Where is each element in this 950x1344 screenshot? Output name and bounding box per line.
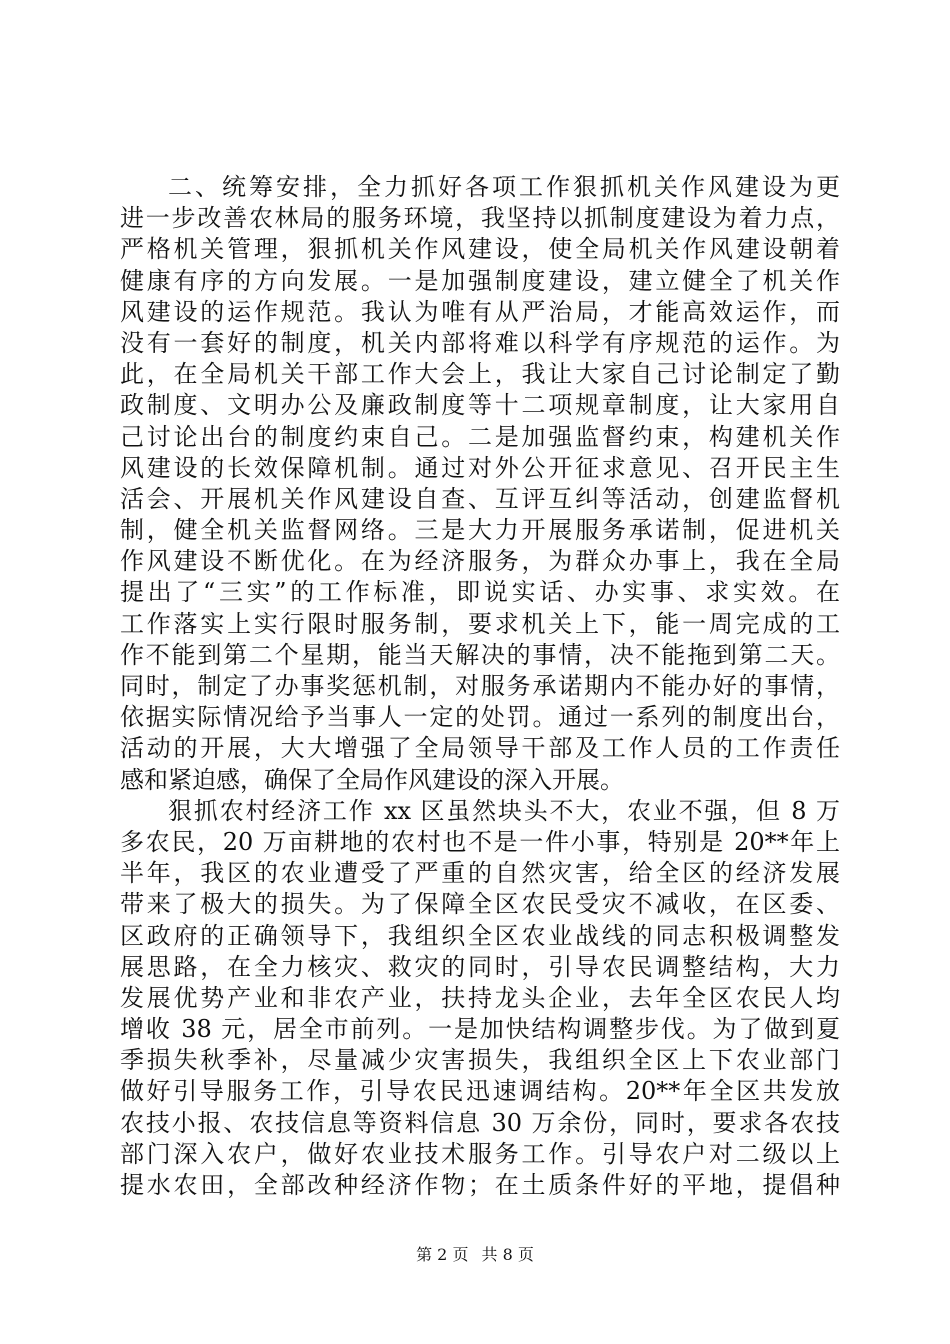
text-line: 发展优势产业和非农产业，扶持龙头企业，去年全区农民人均 [120,983,840,1012]
text-line: 季损失秋季补，尽量减少灾害损失，我组织全区上下农业部门 [120,1046,840,1075]
page-number: 第 2 页 [416,1245,469,1264]
body-text [120,172,840,1201]
paragraph-2 [120,796,840,1201]
text-line: 作风建设不断优化。在为经济服务，为群众办事上，我在全局 [120,547,840,576]
text-line: 部门深入农户，做好农业技术服务工作。引导农户对二级以上 [120,1139,840,1168]
text-line: 半年，我区的农业遭受了严重的自然灾害，给全区的经济发展 [120,859,840,888]
text-line: 进一步改善农林局的服务环境，我坚持以抓制度建设为着力点， [120,204,840,233]
text-line: 依据实际情况给予当事人一定的处罚。通过一系列的制度出台， [120,703,840,732]
text-line: 做好引导服务工作，引导农民迅速调结构。20**年全区共发放 [120,1077,840,1106]
text-line: 农技小报、农技信息等资料信息 30 万余份，同时，要求各农技 [120,1108,840,1137]
text-line: 带来了极大的损失。为了保障全区农民受灾不减收，在区委、 [120,890,840,919]
page-footer [0,1245,950,1265]
text-line: 工作落实上实行限时服务制，要求机关上下，能一周完成的工 [120,609,840,638]
text-line: 增收 38 元，居全市前列。一是加快结构调整步伐。为了做到夏 [120,1015,840,1044]
text-line: 二、统筹安排，全力抓好各项工作狠抓机关作风建设为更 [168,173,840,201]
text-line: 活动的开展，大大增强了全局领导干部及工作人员的工作责任 [120,734,840,763]
text-line: 同时，制定了办事奖惩机制，对服务承诺期内不能办好的事情， [120,672,840,700]
text-line: 没有一套好的制度，机关内部将难以科学有序规范的运作。为 [120,328,840,357]
text-line: 此，在全局机关干部工作大会上，我让大家自己讨论制定了勤 [120,360,840,389]
text-line: 展思路，在全力核灾、救灾的同时，引导农民调整结构，大力 [120,952,840,981]
text-line: 感和紧迫感，确保了全局作风建设的深入开展。 [120,765,624,794]
text-line: 己讨论出台的制度约束自己。二是加强监督约束，构建机关作 [120,422,840,451]
text-line: 政制度、文明办公及廉政制度等十二项规章制度，让大家用自 [120,391,840,420]
text-line: 多农民，20 万亩耕地的农村也不是一件小事，特别是 20**年上 [120,827,840,856]
text-line: 制，健全机关监督网络。三是大力开展服务承诺制，促进机关 [120,516,840,545]
text-line: 活会、开展机关作风建设自查、互评互纠等活动，创建监督机 [120,484,840,513]
text-line: 提出了“三实”的工作标准，即说实话、办实事、求实效。在 [120,578,840,607]
text-line: 风建设的运作规范。我认为唯有从严治局，才能高效运作，而 [120,297,840,326]
text-line: 作不能到第二个星期，能当天解决的事情，决不能拖到第二天。 [120,640,840,669]
page-total: 共 8 页 [481,1245,534,1264]
text-line: 提水农田，全部改种经济作物；在土质条件好的平地，提倡种 [120,1171,840,1199]
text-line: 风建设的长效保障机制。通过对外公开征求意见、召开民主生 [120,453,840,482]
text-line: 严格机关管理，狠抓机关作风建设，使全局机关作风建设朝着 [120,235,840,264]
paragraph-1 [120,172,840,796]
text-line: 狠抓农村经济工作 xx 区虽然块头不大，农业不强，但 8 万 [168,796,840,825]
text-line: 健康有序的方向发展。一是加强制度建设，建立健全了机关作 [120,266,840,295]
text-line: 区政府的正确领导下，我组织全区农业战线的同志积极调整发 [120,921,840,950]
